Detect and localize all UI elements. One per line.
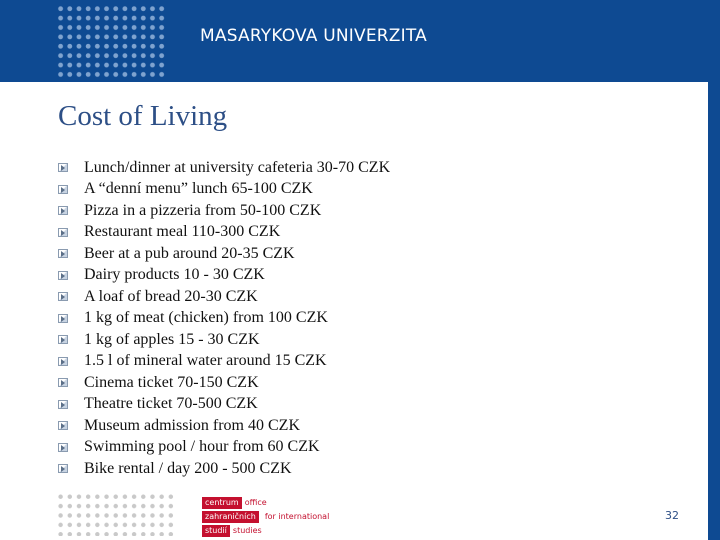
list-item <box>58 329 390 351</box>
logo-text-studii: studií <box>202 525 230 537</box>
list-item-text: Museum admission from 40 CZK <box>84 416 300 434</box>
list-item-text: Dairy products 10 - 30 CZK <box>84 266 265 284</box>
list-item <box>58 351 390 373</box>
bullet-icon <box>58 335 68 344</box>
right-side-bar <box>708 82 720 540</box>
logo-text-studies: studies <box>232 525 262 535</box>
list-item <box>58 372 390 394</box>
logo-text-zahranicnich: zahraničních <box>202 511 259 523</box>
list-item-text: Pizza in a pizzeria from 50-100 CZK <box>84 201 322 219</box>
list-item <box>58 179 390 201</box>
bullet-icon <box>58 314 68 323</box>
bullet-icon <box>58 228 68 237</box>
header-bar <box>0 0 720 82</box>
list-item <box>58 286 390 308</box>
logo-text-office: office <box>244 497 267 507</box>
bullet-icon <box>58 464 68 473</box>
university-name: MASARYKOVA UNIVERZITA <box>200 26 427 46</box>
bullet-icon <box>58 249 68 258</box>
bullet-icon <box>58 421 68 430</box>
list-item-text: Bike rental / day 200 - 500 CZK <box>84 459 292 477</box>
bullet-icon <box>58 163 68 172</box>
logo-text-centrum: centrum <box>202 497 242 509</box>
list-item-text: Restaurant meal 110-300 CZK <box>84 223 281 241</box>
bullet-icon <box>58 185 68 194</box>
list-item-text: Beer at a pub around 20-35 CZK <box>84 244 295 262</box>
bullet-icon <box>58 206 68 215</box>
footer-dots-decoration <box>56 492 176 536</box>
list-item <box>58 222 390 244</box>
list-item <box>58 265 390 287</box>
bullet-icon <box>58 443 68 452</box>
bullet-icon <box>58 400 68 409</box>
list-item <box>58 157 390 179</box>
list-item <box>58 243 390 265</box>
bullet-icon <box>58 378 68 387</box>
university-dots-logo <box>56 4 168 80</box>
list-item-text: Swimming pool / hour from 60 CZK <box>84 438 320 456</box>
bullet-icon <box>58 271 68 280</box>
list-item <box>58 308 390 330</box>
slide-title: Cost of Living <box>58 100 228 132</box>
list-item-text: A loaf of bread 20-30 CZK <box>84 287 258 305</box>
list-item-text: Cinema ticket 70-150 CZK <box>84 373 259 391</box>
list-item-text: 1 kg of apples 15 - 30 CZK <box>84 330 260 348</box>
bullet-icon <box>58 357 68 366</box>
list-item <box>58 200 390 222</box>
page-number: 32 <box>665 509 679 522</box>
list-item <box>58 415 390 437</box>
list-item-text: A “denní menu” lunch 65-100 CZK <box>84 180 313 198</box>
bullet-icon <box>58 292 68 301</box>
logo-text-for-international: for international <box>264 511 330 521</box>
list-item-text: Lunch/dinner at university cafeteria 30-70 CZK <box>84 158 391 176</box>
list-item-text: 1 kg of meat (chicken) from 100 CZK <box>84 309 328 327</box>
list-item-text: Theatre ticket 70-500 CZK <box>84 395 258 413</box>
list-item <box>58 394 390 416</box>
list-item <box>58 458 390 480</box>
list-item <box>58 437 390 459</box>
list-item-text: 1.5 l of mineral water around 15 CZK <box>84 352 327 370</box>
cost-list <box>58 157 390 480</box>
office-logo <box>202 496 329 538</box>
